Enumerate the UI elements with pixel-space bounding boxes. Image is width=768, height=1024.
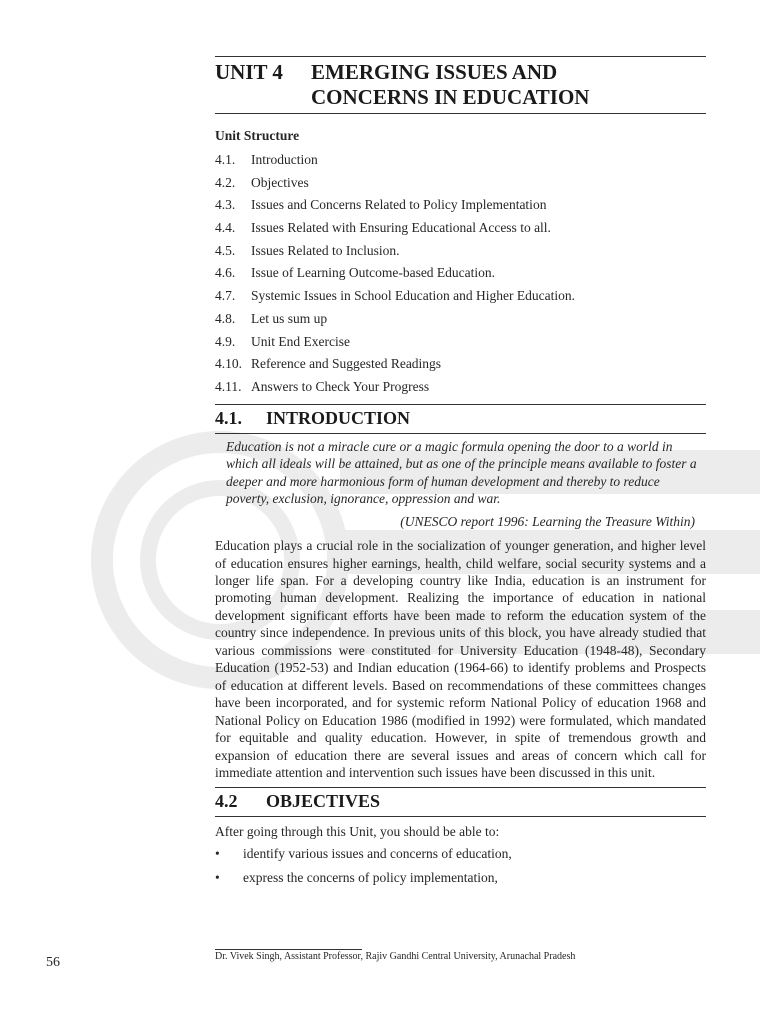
- list-item: • identify various issues and concerns of education,: [215, 845, 512, 861]
- unit-structure-list: [215, 149, 706, 399]
- intro-top-rule: [215, 404, 706, 405]
- toc-item: 4.9. Unit End Exercise: [215, 333, 350, 349]
- toc-item: 4.3. Issues and Concerns Related to Policy Implementation: [215, 197, 547, 213]
- toc-item: 4.7. Systemic Issues in School Education and Higher Education.: [215, 288, 575, 304]
- objectives-list: [215, 842, 706, 890]
- toc-item: 4.11. Answers to Check Your Progress: [215, 378, 430, 394]
- intro-bottom-rule: [215, 433, 706, 434]
- toc-item: 4.4. Issues Related with Ensuring Educational Access to all.: [215, 220, 551, 236]
- footnote-author: Dr. Vivek Singh, Assistant Professor, Rajiv Gandhi Central University, Arunachal Pradesh: [215, 951, 576, 962]
- toc-item: 4.1. Introduction: [215, 152, 318, 167]
- toc-item: 4.5. Issues Related to Inclusion.: [215, 242, 400, 258]
- list-item: • express the concerns of policy implementation,: [215, 869, 498, 885]
- epigraph-quote: Education is not a miracle cure or a magic formula opening the door to a world in which all ideals will be attained, but as one of the principle means available to foster a deeper and more harmonious form of human development and thereby to reduce poverty, exclusion, ignorance, oppression and war.: [226, 438, 697, 507]
- page-number: 56: [46, 955, 60, 970]
- epigraph-citation: (UNESCO report 1996: Learning the Treasure Within): [400, 513, 695, 529]
- objectives-lead: After going through this Unit, you should be able to:: [215, 824, 500, 840]
- toc-item: 4.8. Let us sum up: [215, 310, 328, 326]
- unit-title-line1: EMERGING ISSUES AND: [311, 60, 558, 84]
- top-rule: [215, 56, 706, 57]
- section-heading-objectives: 4.2 OBJECTIVES: [215, 791, 381, 812]
- unit-title-line2: CONCERNS IN EDUCATION: [311, 85, 590, 109]
- objectives-top-rule: [215, 787, 706, 788]
- toc-item: 4.2. Objectives: [215, 174, 309, 190]
- introduction-paragraph: Education plays a crucial role in the socialization of younger generation, and higher level of education ensures higher earnings, health, child welfare, social security systems and a longer life span. For a developing country like India, education is an instrument for promoting human development. Realizing the importance of education in national development significant efforts have been made to reform the education system of the country since independence. In previous units of this block, you have already studied that various commissions were constituted for University Education (1948-48), Secondary Education (1952-53) and Indian education (1964-66) to identify problems and Prospects of education at different levels. Based on recommendations of these committees changes have been incorporated, and for systemic reform National Policy of education 1968 and National Policy on Education 1986 (modified in 1992) were formulated, which mandated for equitable and quality education. However, in spite of tremendous growth and expansion of education there are several issues and areas of concern which call for immediate attention and intervention such issues have been discussed in this unit.: [215, 538, 706, 780]
- unit-structure-heading: Unit Structure: [215, 128, 300, 143]
- section-heading-introduction: 4.1. INTRODUCTION: [215, 407, 411, 428]
- toc-item: 4.10. Reference and Suggested Readings: [215, 356, 442, 372]
- toc-item: 4.6. Issue of Learning Outcome-based Education.: [215, 265, 496, 281]
- unit-heading-rule: [215, 113, 706, 114]
- objectives-bottom-rule: [215, 816, 706, 817]
- page-content: [215, 0, 706, 890]
- unit-label: UNIT 4: [215, 60, 283, 84]
- unit-heading: [215, 60, 706, 110]
- footnote-rule: [215, 949, 362, 950]
